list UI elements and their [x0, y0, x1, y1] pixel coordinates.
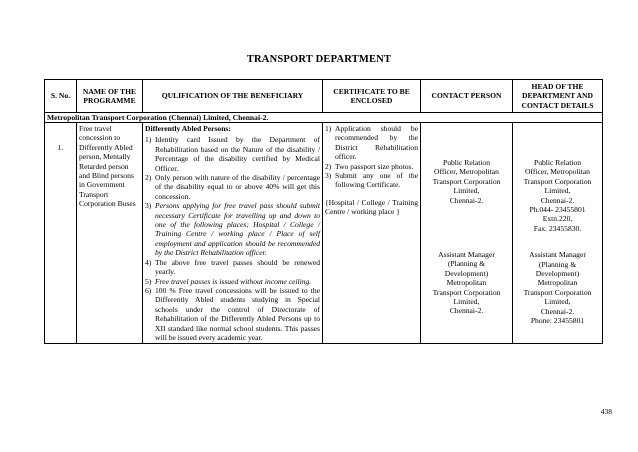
contact-line: Chennai-2.	[449, 195, 484, 205]
head-line: Development)	[535, 269, 580, 279]
qualification-title: Differently Abled Persons:	[145, 124, 231, 133]
contact-line: (Planning &	[447, 259, 486, 269]
row-sno: 1.	[45, 123, 77, 344]
header-programme: NAME OF THE PROGRAMME	[77, 80, 143, 113]
head-line: Extn.220,	[542, 214, 573, 224]
certificate-note: {Hospital / College / Training Centre / working place }	[325, 197, 418, 217]
row-certificate	[323, 123, 421, 344]
page-title: TRANSPORT DEPARTMENT	[246, 54, 392, 65]
org-row	[45, 113, 603, 123]
contact-line: Assistant Manager	[438, 250, 495, 260]
contact-line: Officer, Metropolitan	[434, 167, 499, 177]
head-line: Transport Corporation	[523, 176, 592, 186]
row-programme	[77, 123, 143, 344]
contact-block-2	[423, 250, 510, 316]
item-text: Identity card Issued by the Department of Rehabilitation based on the Nature of the disability / Percentage of the disability certified by Medical Officer.	[155, 135, 320, 173]
contact-line: Limited,	[453, 186, 480, 196]
item-text: Application should be recommended by the District Rehabilitation officer.	[335, 124, 418, 162]
table-row	[45, 123, 603, 344]
item-number: 2)	[145, 173, 152, 183]
scheme-table	[44, 79, 603, 344]
item-number: 1)	[325, 124, 332, 133]
item-text: Only person with nature of the disability / percentage of the disability equal to or above 40% will get this concession.	[155, 173, 320, 201]
item-text: 100 % Free travel concessions will be issued to the Differently Abled students studying in Special schools under the control of Directorate of Rehabilitation of the Differently Abled Persons up to XII standard like normal school students. This passes will be issued every academic year.	[155, 285, 320, 342]
head-line: Transport Corporation	[523, 287, 592, 297]
list-item	[145, 201, 320, 257]
head-line: Limited,	[544, 297, 571, 307]
row-contact	[421, 123, 513, 344]
contact-line: Public Relation	[442, 158, 491, 167]
header-head: HEAD OF THE DEPARTMENT AND CONTACT DETAILS	[513, 80, 603, 113]
head-line: Officer, Metropolitan	[525, 167, 590, 177]
programme-line: Transport	[79, 189, 109, 199]
item-text: The above free travel passes should be renewed yearly.	[155, 257, 320, 277]
list-item	[145, 135, 320, 173]
item-number: 4)	[145, 257, 152, 267]
header-row	[45, 80, 603, 113]
item-number: 3)	[325, 171, 332, 181]
item-text: Free travel passes is issued without income ceiling.	[155, 276, 312, 286]
programme-line: person, Mentally	[79, 152, 131, 162]
programme-line: and Blind persons	[79, 171, 134, 181]
certificate-list	[325, 124, 418, 190]
head-line: Ph.044- 23455801	[529, 205, 586, 215]
page-number: 438	[600, 407, 612, 416]
item-text: Submit any one of the following Certificate.	[335, 171, 418, 190]
contact-line: Chennai-2.	[449, 306, 484, 316]
head-line: Public Relation	[533, 158, 582, 167]
row-head	[513, 123, 603, 344]
head-line: Limited,	[544, 186, 571, 196]
contact-line: Limited,	[453, 297, 480, 307]
header-contact: CONTACT PERSON	[421, 80, 513, 113]
item-number: 5)	[145, 276, 152, 286]
header-certificate: CERTIFICATE TO BE ENCLOSED	[323, 80, 421, 113]
head-line: Fax. 23455830.	[533, 223, 582, 233]
head-line: Chennai-2.	[540, 306, 575, 316]
head-line: Assistant Manager	[529, 250, 586, 260]
contact-line: Development)	[444, 268, 489, 278]
list-item	[145, 173, 320, 201]
header-qualification: QULIFICATION OF THE BENEFICIARY	[143, 80, 323, 113]
contact-line: Metropolitan	[446, 278, 487, 288]
list-item	[145, 277, 320, 286]
programme-line: Retarded person	[79, 161, 129, 171]
head-block-1	[515, 158, 600, 233]
header-sno: S. No.	[45, 80, 77, 113]
item-number: 2)	[325, 161, 332, 171]
item-number: 6)	[145, 285, 152, 295]
qualification-list	[145, 135, 320, 342]
head-line: Chennai-2.	[540, 195, 575, 205]
list-item	[145, 286, 320, 342]
programme-line: in Government	[79, 180, 125, 190]
head-block-2	[515, 250, 600, 325]
org-name: Metropolitan Transport Corporation (Chennai) Limited, Chennai-2.	[45, 113, 603, 123]
contact-line: Transport Corporation	[432, 176, 501, 186]
programme-line: concession to	[79, 133, 121, 143]
item-number: 1)	[145, 135, 152, 145]
contact-line: Transport Corporation	[432, 287, 501, 297]
head-line: (Planning &	[538, 259, 577, 269]
item-number: 3)	[145, 201, 152, 211]
list-item	[145, 258, 320, 277]
row-qualification	[143, 123, 323, 344]
head-line: Metropolitan	[537, 278, 578, 288]
head-line: Phone: 23455801	[530, 316, 585, 326]
programme-line: Free travel	[79, 124, 112, 133]
item-text: Two passport size photos.	[335, 161, 414, 171]
list-item	[325, 162, 418, 171]
list-item	[325, 124, 418, 162]
list-item	[325, 171, 418, 190]
programme-line: Corporation Buses	[79, 199, 136, 209]
programme-line: Differently Abled	[79, 142, 133, 152]
item-text: Persons applying for free travel pass should submit necessary Certificate for travelling up and down to one of the following places; Hospital / College / Training Centre / working place / Place of self employment and application should be recommended by the District Rehabilitation officer.	[155, 201, 320, 258]
contact-block-1	[423, 158, 510, 205]
